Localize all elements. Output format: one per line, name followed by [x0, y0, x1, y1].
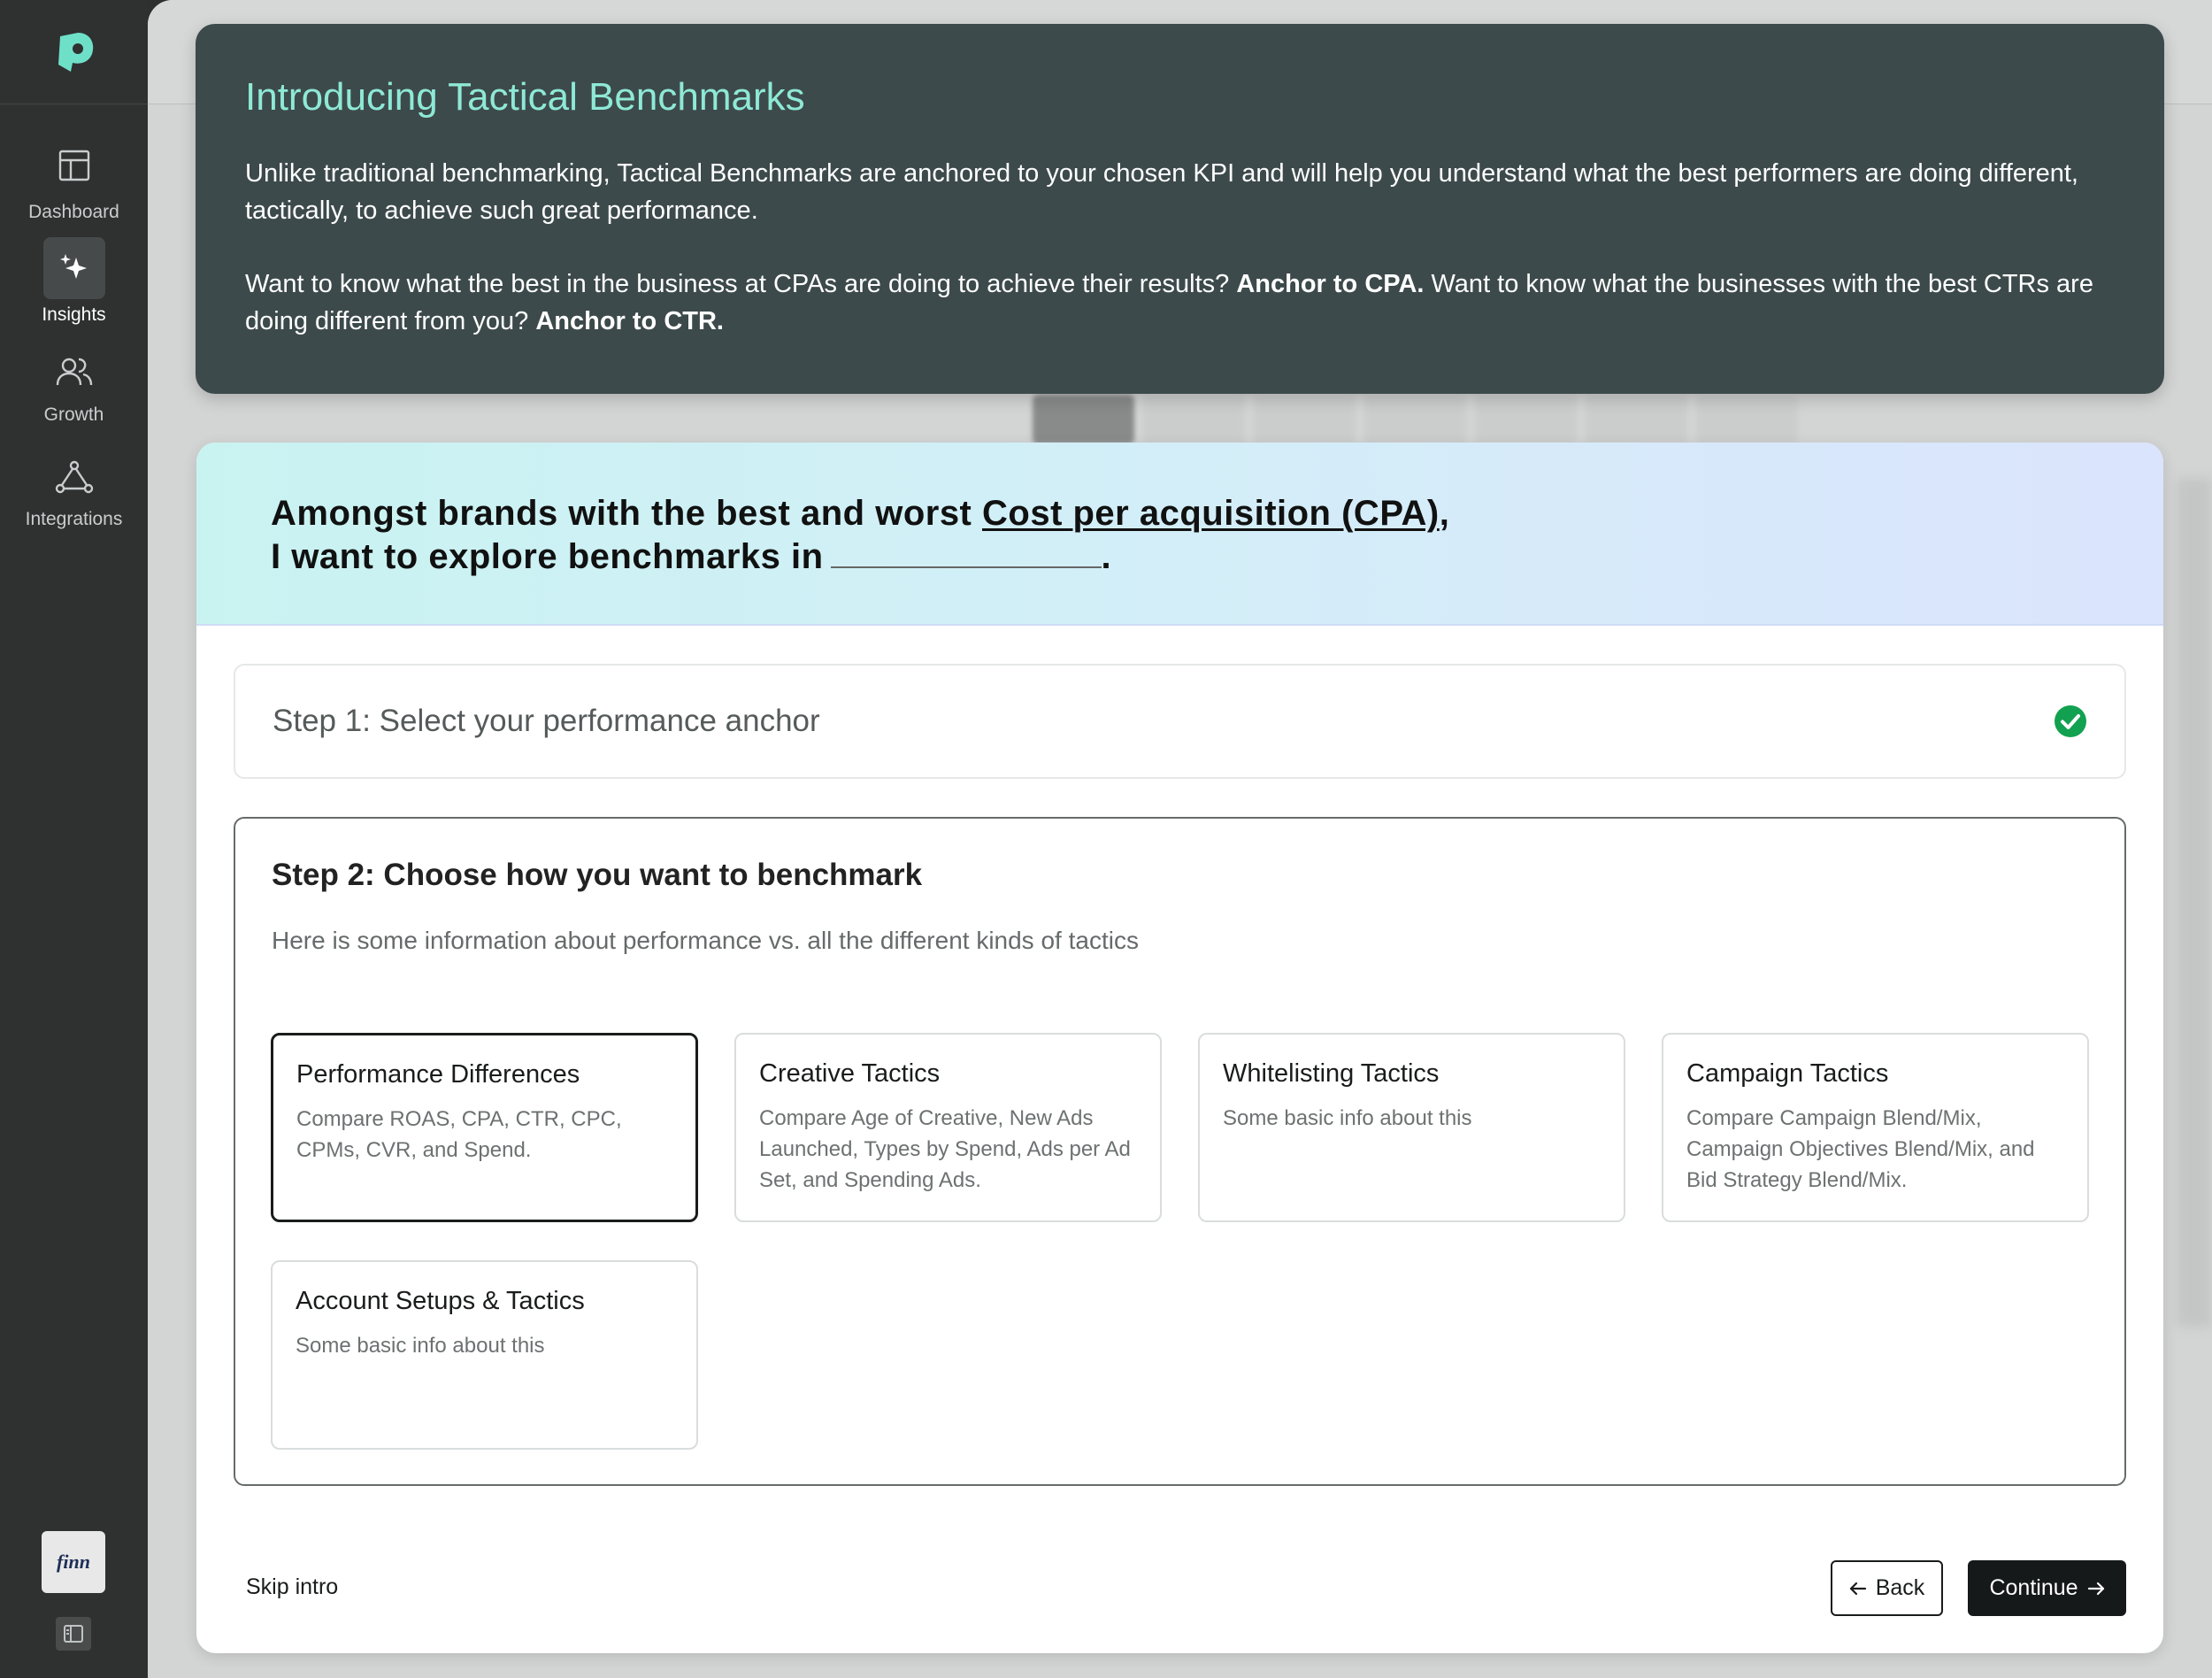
intro-text: Want to know what the best in the business at CPAs are doing to achieve their results? [245, 270, 1237, 298]
intro-paragraph-anchors [245, 266, 2115, 340]
sidebar-item-label: Growth [43, 404, 104, 425]
collapse-sidebar-button[interactable] [56, 1617, 91, 1651]
backdrop-tab [1143, 395, 1245, 444]
app-logo-icon[interactable] [51, 29, 97, 75]
wizard-banner [196, 443, 2163, 626]
backdrop-tab [1586, 395, 1687, 444]
option-creative-tactics[interactable] [734, 1033, 1162, 1222]
option-title: Performance Differences [296, 1060, 580, 1089]
integrations-icon [43, 454, 105, 500]
banner-line-1 [271, 492, 2089, 535]
back-button[interactable] [1831, 1560, 1943, 1616]
banner-line-2 [271, 535, 2089, 579]
arrow-right-icon [2087, 1582, 2105, 1596]
backdrop-tab [1696, 395, 1798, 444]
option-description: Compare Campaign Blend/Mix, Campaign Objectives Blend/Mix, and Bid Strategy Blend/Mix. [1686, 1106, 2035, 1192]
dashboard-icon [43, 135, 105, 196]
backdrop-tab [1254, 395, 1356, 444]
option-title: Campaign Tactics [1686, 1059, 1889, 1088]
intro-paragraph: Unlike traditional benchmarking, Tactical Benchmarks are anchored to your chosen KPI and will help you understand what the best performers are doing different, tactically, to achieve such great performance. [245, 159, 2078, 225]
banner-text: . [1101, 537, 1112, 576]
step-2-subtitle: Here is some information about performance vs. all the different kinds of tactics [272, 927, 1139, 954]
step-1-title: Step 1: Select your performance anchor [273, 704, 820, 738]
sidebar-item-label: Integrations [25, 509, 123, 529]
brand-label: finn [57, 1551, 90, 1573]
backdrop-blur-panel [2177, 478, 2212, 1328]
anchor-ctr-text: Anchor to CTR. [535, 307, 724, 335]
backdrop-tab [1033, 395, 1134, 444]
backdrop-tab [1475, 395, 1577, 444]
anchor-metric-link[interactable]: Cost per acquisition (CPA) [982, 494, 1440, 533]
option-description: Compare ROAS, CPA, CTR, CPC, CPMs, CVR, and Spend. [296, 1107, 622, 1162]
intro-card [196, 24, 2164, 394]
continue-button[interactable] [1968, 1560, 2126, 1616]
back-button-label: Back [1875, 1575, 1925, 1600]
arrow-left-icon [1849, 1582, 1867, 1596]
option-whitelisting-tactics[interactable] [1198, 1033, 1625, 1222]
option-description: Some basic info about this [1223, 1106, 1472, 1130]
banner-text: , [1439, 494, 1450, 533]
users-icon [43, 350, 105, 396]
step-1-panel[interactable] [234, 664, 2126, 779]
sparkles-icon [43, 237, 105, 299]
backdrop-tabs [1033, 395, 1798, 444]
option-performance-differences[interactable] [271, 1033, 698, 1222]
option-description: Compare Age of Creative, New Ads Launched, Types by Spend, Ads per Ad Set, and Spending Ads. [759, 1106, 1131, 1192]
step-2-panel [234, 817, 2126, 1486]
benchmark-wizard [196, 443, 2163, 1653]
sidebar-item-label: Insights [42, 304, 106, 325]
continue-button-label: Continue [1989, 1575, 2078, 1600]
backdrop-tab [1364, 395, 1466, 444]
sidebar-item-insights[interactable] [0, 237, 148, 326]
sidebar-item-dashboard[interactable] [0, 135, 148, 223]
banner-text: Amongst brands with the best and worst [271, 494, 982, 533]
option-campaign-tactics[interactable] [1662, 1033, 2089, 1222]
sidebar-item-growth[interactable] [0, 350, 148, 426]
anchor-cpa-text: Anchor to CPA. [1236, 270, 1425, 298]
step-2-title: Step 2: Choose how you want to benchmark [272, 858, 923, 892]
option-title: Creative Tactics [759, 1059, 941, 1088]
logo-area [0, 0, 148, 104]
intro-title: Introducing Tactical Benchmarks [245, 75, 805, 119]
sidebar-item-integrations[interactable] [0, 454, 148, 530]
option-description: Some basic info about this [296, 1334, 545, 1358]
check-circle-icon [2054, 704, 2087, 738]
skip-intro-link[interactable]: Skip intro [246, 1574, 339, 1599]
option-account-setups-tactics[interactable] [271, 1260, 698, 1450]
benchmark-blank [831, 542, 1102, 568]
banner-text: I want to explore benchmarks in [271, 537, 824, 576]
panel-toggle-icon [63, 1624, 84, 1643]
intro-text: Want to know what the businesses with the best CTRs are doing different from you? [245, 270, 2093, 335]
sidebar-item-label: Dashboard [28, 202, 119, 222]
option-title: Whitelisting Tactics [1223, 1059, 1440, 1088]
sidebar [0, 0, 148, 1678]
option-title: Account Setups & Tactics [296, 1287, 585, 1315]
workspace-brand-logo[interactable] [42, 1531, 105, 1593]
